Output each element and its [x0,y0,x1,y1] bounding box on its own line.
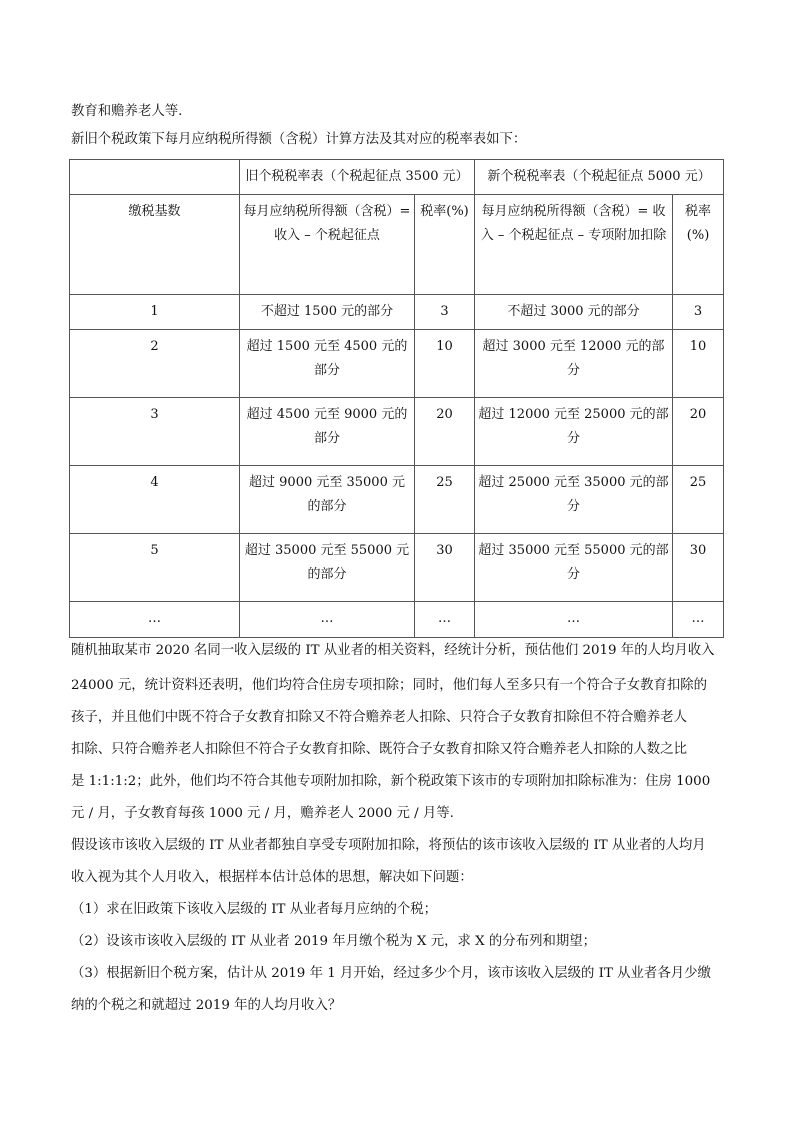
question-3-line-2: 纳的个税之和就超过 2019 年的人均月收入？ [71,998,342,1013]
tax-rate-table [69,159,724,638]
cell-old-range: 超过 1500 元至 4500 元的部分 [240,330,415,398]
question-2: （2）设该市该收入层级的 IT 从业者 2019 年月缴个税为 X 元，求 X 的分布列和期望； [71,934,597,949]
table-header-row-1 [70,160,724,195]
cell-old-rate: … [415,602,475,638]
cell-new-range: 不超过 3000 元的部分 [475,295,673,330]
col-header-new-income: 每月应纳税所得额（含税）= 收入 – 个税起征点 – 专项附加扣除 [475,195,673,295]
cell-old-rate: 30 [415,534,475,602]
cell-old-range: 不超过 1500 元的部分 [240,295,415,330]
cell-base: 2 [70,330,240,398]
empty-header-cell [70,160,240,195]
paragraph-line: 孩子，并且他们中既不符合子女教育扣除又不符合赡养老人扣除、只符合子女教育扣除但不符合赡养老人 [71,710,687,725]
cell-base: 3 [70,398,240,466]
cell-old-rate: 10 [415,330,475,398]
cell-base: … [70,602,240,638]
cell-new-range: … [475,602,673,638]
paragraph-line: 元 / 月，子女教育每孩 1000 元 / 月，赡养老人 2000 元 / 月等. [71,806,454,821]
paragraph-line: 24000 元，统计资料还表明，他们均符合住房专项扣除；同时，他们每人至多只有一个符合子女教育扣除的 [71,678,708,693]
intro-line-2: 新旧个税政策下每月应纳税所得额（含税）计算方法及其对应的税率表如下： [71,132,527,147]
cell-old-rate: 25 [415,466,475,534]
cell-new-rate: 10 [673,330,724,398]
table-row [70,330,724,398]
question-3-line-1: （3）根据新旧个税方案，估计从 2019 年 1 月开始，经过多少个月，该市该收入层级的 IT 从业者各月少缴 [71,966,711,981]
col-header-base: 缴税基数 [70,195,240,295]
cell-base: 5 [70,534,240,602]
cell-new-range: 超过 25000 元至 35000 元的部分 [475,466,673,534]
cell-old-rate: 3 [415,295,475,330]
table-row [70,398,724,466]
cell-old-range: 超过 9000 元至 35000 元的部分 [240,466,415,534]
cell-new-rate: … [673,602,724,638]
cell-old-rate: 20 [415,398,475,466]
intro-line-1: 教育和赡养老人等. [71,104,183,119]
old-tax-header: 旧个税税率表（个税起征点 3500 元） [240,160,475,195]
cell-base: 1 [70,295,240,330]
cell-new-rate: 20 [673,398,724,466]
assumption-line: 收入视为其个人月收入，根据样本估计总体的思想，解决如下问题： [71,870,473,885]
question-1: （1）求在旧政策下该收入层级的 IT 从业者每月应纳的个税； [71,902,438,917]
paragraph-line: 随机抽取某市 2020 名同一收入层级的 IT 从业者的相关资料，经统计分析，预估他们 2019 年的人均月收入 [71,643,715,658]
col-header-old-income: 每月应纳税所得额（含税）= 收入 – 个税起征点 [240,195,415,295]
col-header-old-rate: 税率(%) [415,195,475,295]
cell-base: 4 [70,466,240,534]
table-row [70,602,724,638]
cell-new-range: 超过 35000 元至 55000 元的部分 [475,534,673,602]
new-tax-header: 新个税税率表（个税起征点 5000 元） [475,160,724,195]
paragraph-line: 是 1:1:1:2；此外，他们均不符合其他专项附加扣除，新个税政策下该市的专项附加扣除标准为：住房 1000 [71,774,711,789]
table-row [70,466,724,534]
table-header-row-2 [70,195,724,295]
cell-new-range: 超过 3000 元至 12000 元的部分 [475,330,673,398]
cell-new-range: 超过 12000 元至 25000 元的部分 [475,398,673,466]
cell-new-rate: 30 [673,534,724,602]
assumption-line: 假设该市该收入层级的 IT 从业者都独自享受专项附加扣除，将预估的该市该收入层级的 IT 从业者的人均月 [71,838,706,853]
col-header-new-rate: 税率(%) [673,195,724,295]
table-row [70,534,724,602]
table-row [70,295,724,330]
cell-new-rate: 3 [673,295,724,330]
cell-old-range: 超过 4500 元至 9000 元的部分 [240,398,415,466]
cell-old-range: … [240,602,415,638]
cell-old-range: 超过 35000 元至 55000 元的部分 [240,534,415,602]
paragraph-line: 扣除、只符合赡养老人扣除但不符合子女教育扣除、既符合子女教育扣除又符合赡养老人扣除的人数之比 [71,742,687,757]
cell-new-rate: 25 [673,466,724,534]
